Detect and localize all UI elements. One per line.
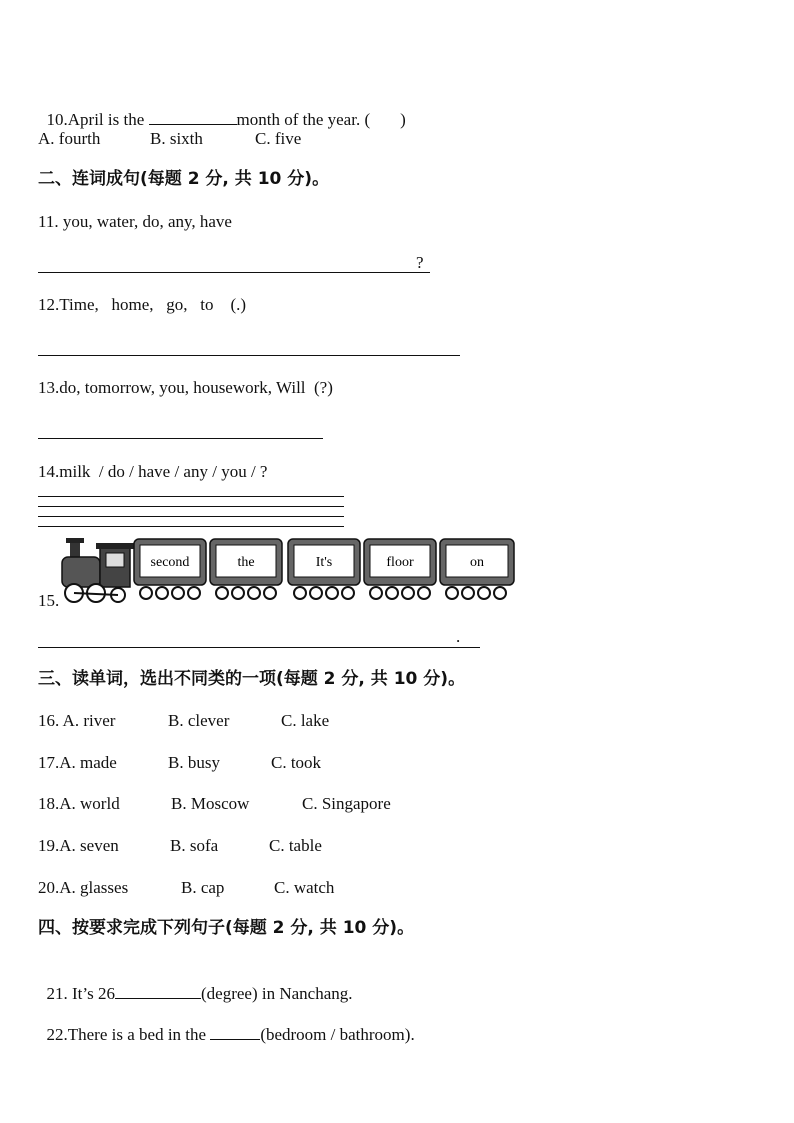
q10-answer-blank[interactable] bbox=[149, 108, 237, 125]
q19-option-a[interactable]: 19.A. seven bbox=[38, 836, 119, 855]
q15-answer-line[interactable] bbox=[38, 647, 480, 648]
q20-option-b[interactable]: B. cap bbox=[181, 878, 225, 897]
q10-stem-start: 10.April is the bbox=[46, 110, 149, 129]
q14-writing-line-2[interactable] bbox=[38, 506, 344, 507]
q21-answer-blank[interactable] bbox=[115, 982, 201, 999]
train-word-3: It's bbox=[315, 555, 333, 570]
train-word-2: the bbox=[237, 555, 255, 570]
question-14: 14.milk / do / have / any / you / ? bbox=[38, 462, 268, 481]
q20-option-a[interactable]: 20.A. glasses bbox=[38, 878, 129, 897]
q22-answer-blank[interactable] bbox=[210, 1023, 260, 1040]
question-11: 11. you, water, do, any, have bbox=[38, 212, 232, 231]
q10-stem-end: month of the year. ( bbox=[236, 110, 371, 129]
q14-writing-line-4[interactable] bbox=[38, 526, 344, 527]
question-10 bbox=[38, 86, 406, 131]
q16-option-a[interactable]: 16. A. river bbox=[38, 711, 116, 730]
q21-stem-start: 21. It’s 26 bbox=[46, 984, 115, 1003]
question-12: 12.Time, home, go, to (.) bbox=[38, 295, 247, 314]
q16-option-b[interactable]: B. clever bbox=[168, 711, 230, 730]
train-word-5: on bbox=[470, 555, 484, 570]
train-word-4: floor bbox=[386, 555, 414, 570]
q14-writing-line-3[interactable] bbox=[38, 516, 344, 517]
q10-option-b[interactable]: B. sixth bbox=[150, 129, 203, 148]
train-car-3 bbox=[288, 539, 360, 599]
q18-option-c[interactable]: C. Singapore bbox=[302, 794, 391, 813]
q21-stem-end: (degree) in Nanchang. bbox=[200, 984, 353, 1003]
q10-option-a[interactable]: A. fourth bbox=[38, 129, 101, 148]
q13-answer-line[interactable] bbox=[38, 438, 323, 439]
q14-writing-line-1[interactable] bbox=[38, 496, 344, 497]
q19-option-c[interactable]: C. table bbox=[269, 836, 322, 855]
train-picture bbox=[60, 535, 520, 607]
section-3-title: 三、读单词，选出不同类的一项(每题 2 分, 共 10 分)。 bbox=[38, 669, 466, 689]
question-21 bbox=[38, 960, 353, 1005]
q10-option-c[interactable]: C. five bbox=[255, 129, 302, 148]
locomotive-icon bbox=[62, 538, 134, 602]
q11-answer-line[interactable] bbox=[38, 272, 430, 273]
question-22 bbox=[38, 1001, 415, 1046]
train-car-2 bbox=[210, 539, 282, 599]
q11-end-mark: ? bbox=[416, 253, 424, 272]
q17-option-a[interactable]: 17.A. made bbox=[38, 753, 117, 772]
q22-stem-end: (bedroom / bathroom). bbox=[260, 1025, 415, 1044]
q18-option-a[interactable]: 18.A. world bbox=[38, 794, 120, 813]
section-2-title: 二、连词成句(每题 2 分, 共 10 分)。 bbox=[38, 169, 330, 189]
question-13: 13.do, tomorrow, you, housework, Will (?) bbox=[38, 378, 333, 397]
q17-option-b[interactable]: B. busy bbox=[168, 753, 220, 772]
q10-paren-close: ) bbox=[400, 110, 406, 129]
q18-option-b[interactable]: B. Moscow bbox=[171, 794, 250, 813]
q15-end-mark: . bbox=[456, 627, 461, 646]
q22-stem-start: 22.There is a bed in the bbox=[46, 1025, 211, 1044]
q15-number: 15. bbox=[38, 591, 60, 610]
q17-option-c[interactable]: C. took bbox=[271, 753, 322, 772]
q16-option-c[interactable]: C. lake bbox=[281, 711, 330, 730]
q12-answer-line[interactable] bbox=[38, 355, 460, 356]
train-car-1 bbox=[134, 539, 206, 599]
q19-option-b[interactable]: B. sofa bbox=[170, 836, 219, 855]
train-car-5 bbox=[440, 539, 514, 599]
train-word-1: second bbox=[150, 555, 190, 570]
section-4-title: 四、按要求完成下列句子(每题 2 分, 共 10 分)。 bbox=[38, 918, 415, 938]
train-car-4 bbox=[364, 539, 436, 599]
q20-option-c[interactable]: C. watch bbox=[274, 878, 335, 897]
